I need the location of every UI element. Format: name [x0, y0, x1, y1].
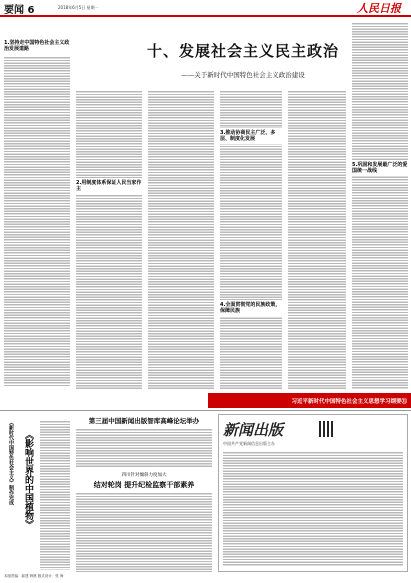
bottom-vertical-title: 《影响世界的中国植物》 [23, 430, 33, 529]
text-column-6 [352, 22, 408, 390]
text-column-1 [4, 56, 70, 386]
forum-text [76, 428, 212, 468]
series-text [76, 492, 212, 572]
forum-title: 第三届中国新闻出版智库高峰论坛举办 [88, 417, 200, 425]
article-headline: 十、发展社会主义民主政治 [146, 42, 339, 60]
section-subtitle-2: 2.用制度体系保证人民当家作主 [76, 180, 142, 192]
bottom-vertical-subtitle: 《新时代中国特色社会主义》制作完成 [8, 420, 14, 505]
series-title: 结对轮岗 提升纪检监察干部素养 [93, 481, 195, 489]
section-subtitle-3: 3.推动协商民主广泛、多层、制度化发展 [220, 128, 282, 144]
page-header [0, 0, 411, 17]
section-label: 要闻 6 [4, 5, 35, 16]
masthead-logo: 新闻出版 [223, 421, 284, 439]
section-subtitle-1: 1.坚持走中国特色社会主义政治发展道路 [4, 40, 70, 52]
text-column-5 [288, 90, 346, 390]
qr-code-icon [319, 421, 335, 437]
text-column-2 [76, 90, 142, 390]
newspaper-logo: 人民日报 [357, 2, 401, 15]
series-banner: 习近平新时代中国特色社会主义思想学习纲要⑪ [208, 393, 411, 408]
bottom-text-column-1 [40, 420, 70, 570]
series-label: 四川针对倾斜力度加大 [121, 473, 167, 478]
masthead-subtitle: 中国共产党新闻信息出版主办 [223, 441, 275, 446]
issue-date: 2018年6月5日 星期一 [58, 5, 99, 10]
page-footer: 本版责编：郝建 韩晨 版式设计：张 海 [4, 574, 64, 578]
text-column-3 [148, 90, 214, 390]
section-divider [0, 410, 411, 411]
section-subtitle-4: 4.全面贯彻党的民族政策，保障民族 [220, 302, 281, 314]
article-subhead: ——关于新时代中国特色社会主义政治建设 [181, 71, 305, 79]
ad-text [223, 451, 403, 566]
section-subtitle-5: 5.巩固和发展最广泛的爱国统一战线 [352, 162, 408, 174]
ad-box [218, 414, 408, 572]
